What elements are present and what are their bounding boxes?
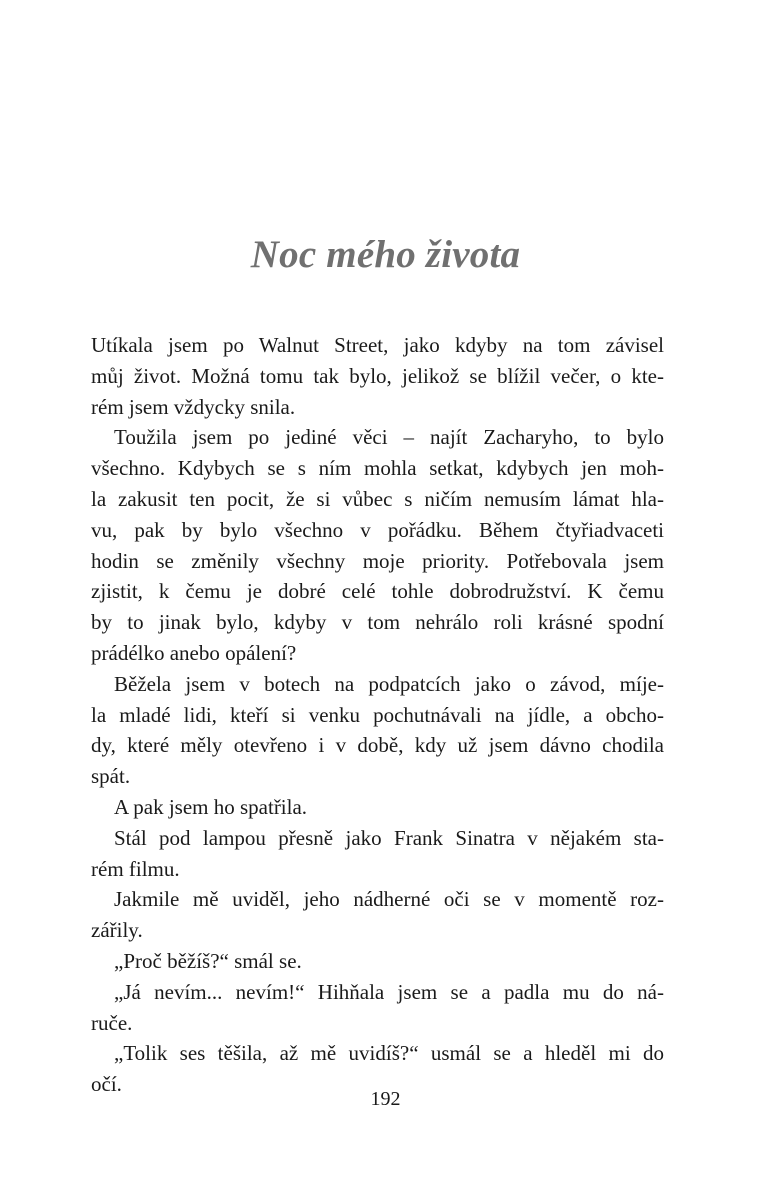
text-line: „Tolik ses těšila, až mě uvidíš?“ usmál se a hleděl mi do bbox=[114, 1041, 664, 1066]
text-line: la mladé lidi, kteří si venku pochutnávali na jídle, a obcho- bbox=[91, 702, 664, 727]
text-line: la zakusit ten pocit, že si vůbec s ničím nemusím lámat hla- bbox=[91, 486, 664, 511]
text-line: dy, které měly otevřeno i v době, kdy už jsem dávno chodila bbox=[91, 733, 664, 758]
text-line: Toužila jsem po jediné věci – najít Zacharyho, to bylo bbox=[114, 425, 664, 450]
text-line: spát. bbox=[91, 764, 131, 789]
text-line: A pak jsem ho spatřila. bbox=[114, 794, 308, 819]
text-line: zjistit, k čemu je dobré celé tohle dobrodružství. K čemu bbox=[91, 579, 664, 604]
page-number: 192 bbox=[370, 1088, 401, 1110]
text-line: Utíkala jsem po Walnut Street, jako kdyby na tom závisel bbox=[91, 333, 664, 357]
text-line: všechno. Kdybych se s ním mohla setkat, kdybych jen moh- bbox=[91, 456, 664, 481]
text-line: můj život. Možná tomu tak bylo, jelikož se blížil večer, o kte- bbox=[91, 363, 664, 388]
chapter-title: Noc mého života bbox=[250, 233, 521, 276]
text-line: zářily. bbox=[91, 918, 143, 943]
text-line: Běžela jsem v botech na podpatcích jako o závod, míje- bbox=[114, 671, 664, 696]
text-line: prádélko anebo opálení? bbox=[91, 640, 297, 665]
text-line: hodin se změnily všechny moje priority. Potřebovala jsem bbox=[91, 548, 664, 573]
text-line: „Proč běžíš?“ smál se. bbox=[114, 948, 302, 973]
text-line: „Já nevím... nevím!“ Hihňala jsem se a padla mu do ná- bbox=[114, 979, 664, 1004]
text-line: ruče. bbox=[91, 1010, 133, 1035]
text-line: Stál pod lampou přesně jako Frank Sinatra v nějakém sta- bbox=[114, 825, 664, 850]
text-line: očí. bbox=[91, 1072, 122, 1097]
text-line: by to jinak bylo, kdyby v tom nehrálo roli krásné spodní bbox=[91, 610, 664, 635]
text-line: Jakmile mě uviděl, jeho nádherné oči se v momentě roz- bbox=[114, 887, 664, 912]
body-text bbox=[91, 330, 664, 1100]
text-line: vu, pak by bylo všechno v pořádku. Během čtyřiadvaceti bbox=[91, 517, 664, 542]
text-line: rém jsem vždycky snila. bbox=[91, 394, 296, 419]
text-line: rém filmu. bbox=[91, 856, 180, 881]
